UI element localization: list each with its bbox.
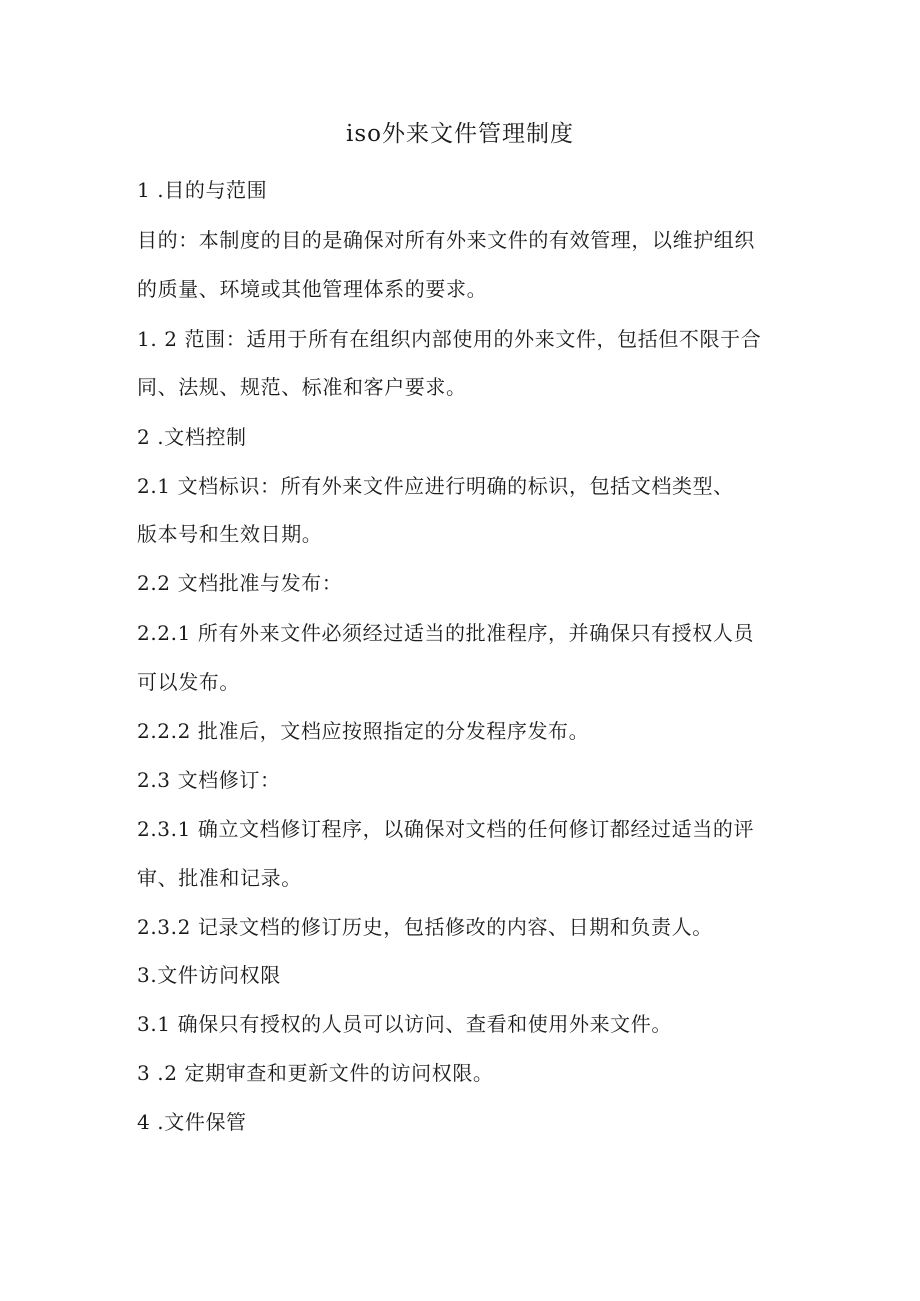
section-heading-1: 1 .目的与范围 (137, 178, 268, 202)
paragraph-line: 2.3.2 记录文档的修订历史，包括修改的内容、日期和负责人。 (137, 915, 713, 939)
paragraph-line: 2.2.2 批准后，文档应按照指定的分发程序发布。 (137, 719, 590, 743)
paragraph-line: 3 .2 定期审查和更新文件的访问权限。 (137, 1061, 494, 1085)
paragraph-line: 可以发布。 (137, 670, 240, 694)
paragraph-line: 2.2 文档批准与发布： (137, 571, 343, 595)
paragraph-line: 3.1 确保只有授权的人员可以访问、查看和使用外来文件。 (137, 1012, 672, 1036)
paragraph-line: 审、批准和记录。 (137, 866, 302, 890)
document-title: iso外来文件管理制度 (345, 121, 574, 147)
section-heading-3: 3.文件访问权限 (137, 963, 281, 987)
paragraph-line: 的质量、环境或其他管理体系的要求。 (137, 277, 488, 301)
paragraph-line: 2.3 文档修订： (137, 768, 281, 792)
paragraph-line: 2.2.1 所有外来文件必须经过适当的批准程序，并确保只有授权人员 (137, 621, 755, 645)
section-heading-2: 2 .文档控制 (137, 425, 247, 449)
paragraph-line: 1. 2 范围：适用于所有在组织内部使用的外来文件，包括但不限于合 (137, 327, 762, 351)
paragraph-line: 2.3.1 确立文档修订程序，以确保对文档的任何修订都经过适当的评 (137, 817, 755, 841)
section-heading-4: 4 .文件保管 (137, 1110, 247, 1134)
paragraph-line: 版本号和生效日期。 (137, 522, 323, 546)
paragraph-line: 2.1 文档标识：所有外来文件应进行明确的标识，包括文档类型、 (137, 474, 734, 498)
paragraph-line: 目的：本制度的目的是确保对所有外来文件的有效管理，以维护组织 (137, 228, 755, 252)
paragraph-line: 同、法规、规范、标准和客户要求。 (137, 375, 467, 399)
